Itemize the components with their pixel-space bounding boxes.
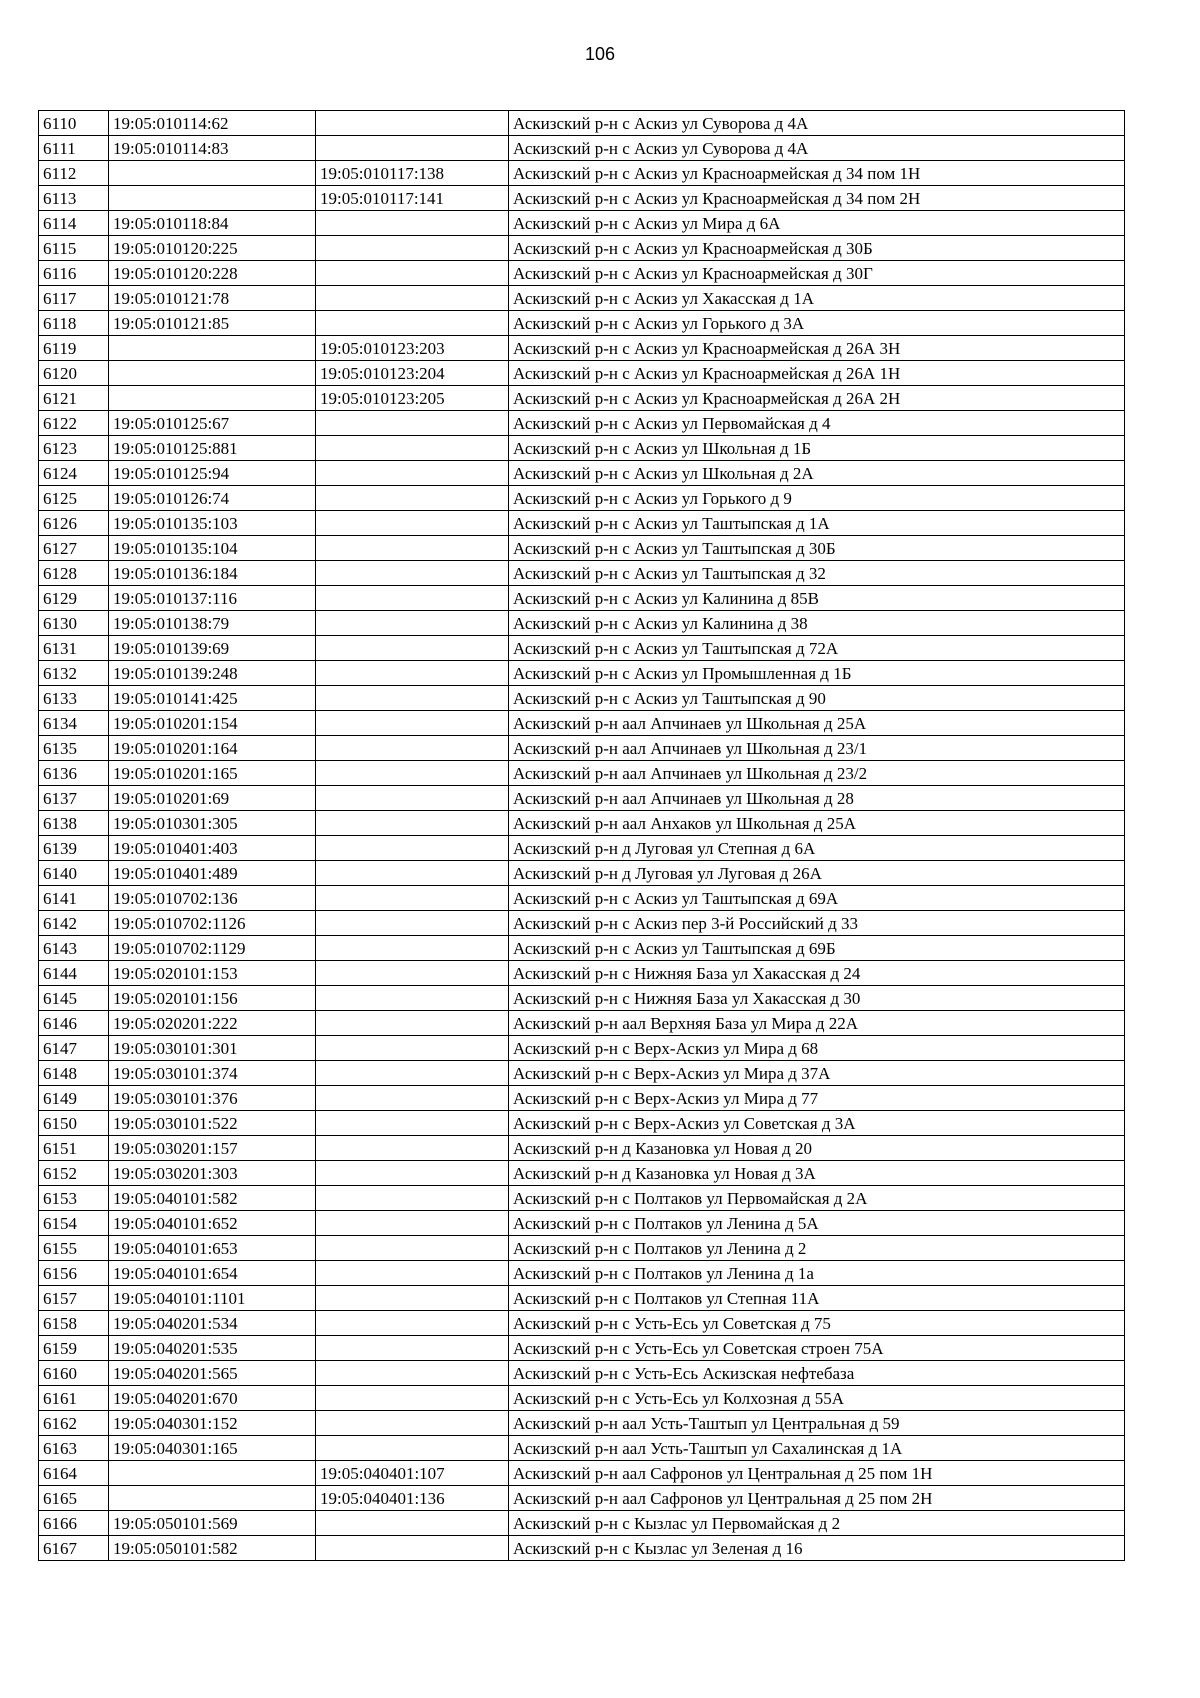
table-row — [39, 1011, 1125, 1036]
cadastral-number-cell: 19:05:010702:1126 — [109, 911, 316, 936]
premises-cadastral-number-cell: 19:05:010123:205 — [316, 386, 509, 411]
table-row — [39, 211, 1125, 236]
premises-cadastral-number-cell — [316, 1336, 509, 1361]
cadastral-number-cell: 19:05:030201:303 — [109, 1161, 316, 1186]
address-cell: Аскизский р-н д Казановка ул Новая д 3А — [509, 1161, 1125, 1186]
address-cell: Аскизский р-н аал Усть-Таштып ул Центральная д 59 — [509, 1411, 1125, 1436]
address-cell: Аскизский р-н с Аскиз ул Промышленная д 1Б — [509, 661, 1125, 686]
premises-cadastral-number-cell — [316, 411, 509, 436]
address-cell: Аскизский р-н с Кызлас ул Первомайская д 2 — [509, 1511, 1125, 1536]
table-row — [39, 1261, 1125, 1286]
address-cell: Аскизский р-н с Верх-Аскиз ул Мира д 68 — [509, 1036, 1125, 1061]
cadastral-number-cell: 19:05:010702:136 — [109, 886, 316, 911]
premises-cadastral-number-cell — [316, 1161, 509, 1186]
premises-cadastral-number-cell — [316, 861, 509, 886]
cadastral-number-cell — [109, 1461, 316, 1486]
table-row — [39, 411, 1125, 436]
row-number-cell: 6126 — [39, 511, 109, 536]
row-number-cell: 6151 — [39, 1136, 109, 1161]
premises-cadastral-number-cell — [316, 586, 509, 611]
address-cell: Аскизский р-н с Усть-Есь ул Колхозная д 55А — [509, 1386, 1125, 1411]
premises-cadastral-number-cell — [316, 961, 509, 986]
address-cell: Аскизский р-н аал Апчинаев ул Школьная д 23/1 — [509, 736, 1125, 761]
address-cell: Аскизский р-н аал Апчинаев ул Школьная д 23/2 — [509, 761, 1125, 786]
cadastral-number-cell: 19:05:030101:301 — [109, 1036, 316, 1061]
address-cell: Аскизский р-н аал Верхняя База ул Мира д 22А — [509, 1011, 1125, 1036]
address-cell: Аскизский р-н с Аскиз ул Красноармейская д 30Г — [509, 261, 1125, 286]
address-cell: Аскизский р-н д Луговая ул Степная д 6А — [509, 836, 1125, 861]
cadastral-number-cell: 19:05:010114:83 — [109, 136, 316, 161]
row-number-cell: 6114 — [39, 211, 109, 236]
premises-cadastral-number-cell: 19:05:010123:204 — [316, 361, 509, 386]
premises-cadastral-number-cell — [316, 911, 509, 936]
cadastral-number-cell: 19:05:010125:94 — [109, 461, 316, 486]
table-row — [39, 836, 1125, 861]
table-row — [39, 936, 1125, 961]
table-row — [39, 1386, 1125, 1411]
address-cell: Аскизский р-н с Аскиз ул Мира д 6А — [509, 211, 1125, 236]
table-row — [39, 861, 1125, 886]
premises-cadastral-number-cell — [316, 1236, 509, 1261]
address-cell: Аскизский р-н с Аскиз ул Красноармейская д 26А 1Н — [509, 361, 1125, 386]
premises-cadastral-number-cell — [316, 886, 509, 911]
cadastral-number-cell: 19:05:010201:154 — [109, 711, 316, 736]
table-row — [39, 186, 1125, 211]
address-cell: Аскизский р-н с Нижняя База ул Хакасская д 30 — [509, 986, 1125, 1011]
row-number-cell: 6136 — [39, 761, 109, 786]
table-row — [39, 486, 1125, 511]
address-cell: Аскизский р-н д Казановка ул Новая д 20 — [509, 1136, 1125, 1161]
premises-cadastral-number-cell — [316, 1011, 509, 1036]
address-cell: Аскизский р-н с Полтаков ул Ленина д 2 — [509, 1236, 1125, 1261]
table-row — [39, 986, 1125, 1011]
address-cell: Аскизский р-н с Кызлас ул Зеленая д 16 — [509, 1536, 1125, 1561]
row-number-cell: 6118 — [39, 311, 109, 336]
table-row — [39, 786, 1125, 811]
premises-cadastral-number-cell: 19:05:010117:138 — [316, 161, 509, 186]
table-row — [39, 511, 1125, 536]
premises-cadastral-number-cell — [316, 236, 509, 261]
premises-cadastral-number-cell — [316, 986, 509, 1011]
cadastral-number-cell: 19:05:030101:522 — [109, 1111, 316, 1136]
address-cell: Аскизский р-н с Верх-Аскиз ул Мира д 77 — [509, 1086, 1125, 1111]
premises-cadastral-number-cell — [316, 1036, 509, 1061]
row-number-cell: 6120 — [39, 361, 109, 386]
row-number-cell: 6161 — [39, 1386, 109, 1411]
premises-cadastral-number-cell — [316, 1186, 509, 1211]
address-cell: Аскизский р-н с Аскиз пер 3-й Российский д 33 — [509, 911, 1125, 936]
row-number-cell: 6129 — [39, 586, 109, 611]
premises-cadastral-number-cell — [316, 1261, 509, 1286]
row-number-cell: 6113 — [39, 186, 109, 211]
premises-cadastral-number-cell: 19:05:040401:107 — [316, 1461, 509, 1486]
premises-cadastral-number-cell — [316, 536, 509, 561]
premises-cadastral-number-cell — [316, 1286, 509, 1311]
row-number-cell: 6154 — [39, 1211, 109, 1236]
page-number: 106 — [584, 44, 616, 64]
table-row — [39, 361, 1125, 386]
cadastral-number-cell: 19:05:010201:165 — [109, 761, 316, 786]
cadastral-number-cell: 19:05:020101:153 — [109, 961, 316, 986]
table-row — [39, 1486, 1125, 1511]
address-cell: Аскизский р-н аал Усть-Таштып ул Сахалинская д 1А — [509, 1436, 1125, 1461]
row-number-cell: 6144 — [39, 961, 109, 986]
table-row — [39, 1336, 1125, 1361]
table-row — [39, 536, 1125, 561]
row-number-cell: 6139 — [39, 836, 109, 861]
row-number-cell: 6111 — [39, 136, 109, 161]
address-cell: Аскизский р-н с Аскиз ул Таштыпская д 72А — [509, 636, 1125, 661]
cadastral-number-cell: 19:05:040101:654 — [109, 1261, 316, 1286]
premises-cadastral-number-cell — [316, 511, 509, 536]
row-number-cell: 6147 — [39, 1036, 109, 1061]
table-row — [39, 1111, 1125, 1136]
row-number-cell: 6138 — [39, 811, 109, 836]
cadastral-number-cell: 19:05:010138:79 — [109, 611, 316, 636]
address-cell: Аскизский р-н с Аскиз ул Калинина д 85В — [509, 586, 1125, 611]
table-row — [39, 636, 1125, 661]
table-row — [39, 1161, 1125, 1186]
table-row — [39, 1536, 1125, 1561]
cadastral-number-cell — [109, 161, 316, 186]
row-number-cell: 6149 — [39, 1086, 109, 1111]
row-number-cell: 6127 — [39, 536, 109, 561]
row-number-cell: 6167 — [39, 1536, 109, 1561]
address-cell: Аскизский р-н аал Сафронов ул Центральная д 25 пом 1Н — [509, 1461, 1125, 1486]
address-cell: Аскизский р-н с Аскиз ул Хакасская д 1А — [509, 286, 1125, 311]
address-cell: Аскизский р-н аал Апчинаев ул Школьная д 28 — [509, 786, 1125, 811]
address-cell: Аскизский р-н с Аскиз ул Таштыпская д 30Б — [509, 536, 1125, 561]
cadastral-number-cell: 19:05:030201:157 — [109, 1136, 316, 1161]
row-number-cell: 6160 — [39, 1361, 109, 1386]
cadastral-number-cell: 19:05:040201:535 — [109, 1336, 316, 1361]
row-number-cell: 6125 — [39, 486, 109, 511]
cadastral-number-cell: 19:05:010120:228 — [109, 261, 316, 286]
table-row — [39, 686, 1125, 711]
table-row — [39, 611, 1125, 636]
table-row — [39, 1061, 1125, 1086]
premises-cadastral-number-cell — [316, 1086, 509, 1111]
premises-cadastral-number-cell — [316, 711, 509, 736]
cadastral-number-cell: 19:05:010137:116 — [109, 586, 316, 611]
premises-cadastral-number-cell: 19:05:040401:136 — [316, 1486, 509, 1511]
address-cell: Аскизский р-н с Аскиз ул Суворова д 4А — [509, 136, 1125, 161]
address-cell: Аскизский р-н с Нижняя База ул Хакасская д 24 — [509, 961, 1125, 986]
row-number-cell: 6122 — [39, 411, 109, 436]
cadastral-number-cell: 19:05:010141:425 — [109, 686, 316, 711]
premises-cadastral-number-cell — [316, 1061, 509, 1086]
premises-cadastral-number-cell — [316, 286, 509, 311]
premises-cadastral-number-cell — [316, 211, 509, 236]
cadastral-number-cell: 19:05:010401:403 — [109, 836, 316, 861]
cadastral-number-cell: 19:05:010139:69 — [109, 636, 316, 661]
row-number-cell: 6124 — [39, 461, 109, 486]
table-row — [39, 1186, 1125, 1211]
table-row — [39, 761, 1125, 786]
row-number-cell: 6165 — [39, 1486, 109, 1511]
table-row — [39, 386, 1125, 411]
cadastral-number-cell: 19:05:050101:569 — [109, 1511, 316, 1536]
cadastral-number-cell: 19:05:040101:1101 — [109, 1286, 316, 1311]
table-row — [39, 586, 1125, 611]
cadastral-number-cell: 19:05:010114:62 — [109, 111, 316, 136]
table-row — [39, 561, 1125, 586]
row-number-cell: 6158 — [39, 1311, 109, 1336]
table-row — [39, 811, 1125, 836]
premises-cadastral-number-cell — [316, 561, 509, 586]
row-number-cell: 6166 — [39, 1511, 109, 1536]
premises-cadastral-number-cell — [316, 311, 509, 336]
cadastral-number-cell: 19:05:010120:225 — [109, 236, 316, 261]
premises-cadastral-number-cell — [316, 1536, 509, 1561]
premises-cadastral-number-cell — [316, 111, 509, 136]
cadastral-number-cell: 19:05:020201:222 — [109, 1011, 316, 1036]
cadastral-number-cell: 19:05:010135:103 — [109, 511, 316, 536]
premises-cadastral-number-cell — [316, 1511, 509, 1536]
cadastral-number-cell: 19:05:040201:534 — [109, 1311, 316, 1336]
address-cell: Аскизский р-н с Усть-Есь ул Советская д 75 — [509, 1311, 1125, 1336]
address-cell: Аскизский р-н с Усть-Есь Аскизская нефтебаза — [509, 1361, 1125, 1386]
address-cell: Аскизский р-н с Аскиз ул Красноармейская д 34 пом 2Н — [509, 186, 1125, 211]
address-cell: Аскизский р-н с Аскиз ул Таштыпская д 69Б — [509, 936, 1125, 961]
cadastral-number-cell: 19:05:010136:184 — [109, 561, 316, 586]
cadastral-number-cell: 19:05:010401:489 — [109, 861, 316, 886]
table-row — [39, 1211, 1125, 1236]
address-cell: Аскизский р-н с Аскиз ул Горького д 3А — [509, 311, 1125, 336]
address-cell: Аскизский р-н с Аскиз ул Школьная д 1Б — [509, 436, 1125, 461]
address-cell: Аскизский р-н с Усть-Есь ул Советская строен 75А — [509, 1336, 1125, 1361]
address-cell: Аскизский р-н с Аскиз ул Первомайская д 4 — [509, 411, 1125, 436]
table-row — [39, 1036, 1125, 1061]
table-row — [39, 961, 1125, 986]
table-row — [39, 1086, 1125, 1111]
row-number-cell: 6123 — [39, 436, 109, 461]
table-row — [39, 1461, 1125, 1486]
cadastral-number-cell: 19:05:010125:67 — [109, 411, 316, 436]
address-cell: Аскизский р-н с Верх-Аскиз ул Советская д 3А — [509, 1111, 1125, 1136]
premises-cadastral-number-cell — [316, 1361, 509, 1386]
cadastral-number-cell: 19:05:040101:582 — [109, 1186, 316, 1211]
row-number-cell: 6150 — [39, 1111, 109, 1136]
address-cell: Аскизский р-н с Аскиз ул Красноармейская д 26А 2Н — [509, 386, 1125, 411]
row-number-cell: 6156 — [39, 1261, 109, 1286]
premises-cadastral-number-cell — [316, 1411, 509, 1436]
row-number-cell: 6130 — [39, 611, 109, 636]
premises-cadastral-number-cell — [316, 1386, 509, 1411]
row-number-cell: 6134 — [39, 711, 109, 736]
row-number-cell: 6115 — [39, 236, 109, 261]
table-row — [39, 1511, 1125, 1536]
premises-cadastral-number-cell — [316, 786, 509, 811]
row-number-cell: 6117 — [39, 286, 109, 311]
premises-cadastral-number-cell — [316, 611, 509, 636]
row-number-cell: 6132 — [39, 661, 109, 686]
row-number-cell: 6153 — [39, 1186, 109, 1211]
cadastral-number-cell: 19:05:010201:164 — [109, 736, 316, 761]
cadastral-number-cell: 19:05:010702:1129 — [109, 936, 316, 961]
address-cell: Аскизский р-н с Полтаков ул Первомайская д 2А — [509, 1186, 1125, 1211]
address-cell: Аскизский р-н с Аскиз ул Горького д 9 — [509, 486, 1125, 511]
cadastral-number-cell: 19:05:010201:69 — [109, 786, 316, 811]
cadastral-number-cell — [109, 361, 316, 386]
cadastral-number-cell: 19:05:030101:374 — [109, 1061, 316, 1086]
cadastral-number-cell: 19:05:040101:652 — [109, 1211, 316, 1236]
address-cell: Аскизский р-н д Луговая ул Луговая д 26А — [509, 861, 1125, 886]
address-cell: Аскизский р-н с Аскиз ул Красноармейская д 30Б — [509, 236, 1125, 261]
address-cell: Аскизский р-н аал Анхаков ул Школьная д 25А — [509, 811, 1125, 836]
cadastral-number-cell: 19:05:010121:78 — [109, 286, 316, 311]
table-row — [39, 111, 1125, 136]
table-row — [39, 311, 1125, 336]
address-cell: Аскизский р-н с Полтаков ул Ленина д 1а — [509, 1261, 1125, 1286]
row-number-cell: 6110 — [39, 111, 109, 136]
cadastral-number-cell: 19:05:010139:248 — [109, 661, 316, 686]
premises-cadastral-number-cell — [316, 1111, 509, 1136]
address-cell: Аскизский р-н с Аскиз ул Красноармейская д 26А 3Н — [509, 336, 1125, 361]
table-row — [39, 336, 1125, 361]
row-number-cell: 6142 — [39, 911, 109, 936]
cadastral-number-cell: 19:05:030101:376 — [109, 1086, 316, 1111]
address-cell: Аскизский р-н с Аскиз ул Красноармейская д 34 пом 1Н — [509, 161, 1125, 186]
premises-cadastral-number-cell — [316, 1311, 509, 1336]
premises-cadastral-number-cell — [316, 836, 509, 861]
address-cell: Аскизский р-н с Полтаков ул Ленина д 5А — [509, 1211, 1125, 1236]
premises-cadastral-number-cell — [316, 636, 509, 661]
row-number-cell: 6148 — [39, 1061, 109, 1086]
table-row — [39, 136, 1125, 161]
row-number-cell: 6133 — [39, 686, 109, 711]
premises-cadastral-number-cell — [316, 761, 509, 786]
property-registry-table — [38, 110, 1125, 1561]
table-row — [39, 461, 1125, 486]
address-cell: Аскизский р-н с Аскиз ул Таштыпская д 32 — [509, 561, 1125, 586]
table-row — [39, 436, 1125, 461]
row-number-cell: 6140 — [39, 861, 109, 886]
registry-table-body — [39, 111, 1125, 1561]
table-row — [39, 886, 1125, 911]
address-cell: Аскизский р-н аал Сафронов ул Центральная д 25 пом 2Н — [509, 1486, 1125, 1511]
address-cell: Аскизский р-н с Аскиз ул Суворова д 4А — [509, 111, 1125, 136]
address-cell: Аскизский р-н с Аскиз ул Калинина д 38 — [509, 611, 1125, 636]
row-number-cell: 6141 — [39, 886, 109, 911]
cadastral-number-cell: 19:05:040301:152 — [109, 1411, 316, 1436]
row-number-cell: 6135 — [39, 736, 109, 761]
cadastral-number-cell: 19:05:040201:670 — [109, 1386, 316, 1411]
row-number-cell: 6163 — [39, 1436, 109, 1461]
table-row — [39, 1411, 1125, 1436]
cadastral-number-cell: 19:05:010126:74 — [109, 486, 316, 511]
table-row — [39, 1311, 1125, 1336]
table-row — [39, 711, 1125, 736]
row-number-cell: 6121 — [39, 386, 109, 411]
row-number-cell: 6137 — [39, 786, 109, 811]
premises-cadastral-number-cell — [316, 261, 509, 286]
cadastral-number-cell: 19:05:010125:881 — [109, 436, 316, 461]
address-cell: Аскизский р-н с Полтаков ул Степная 11А — [509, 1286, 1125, 1311]
address-cell: Аскизский р-н аал Апчинаев ул Школьная д 25А — [509, 711, 1125, 736]
cadastral-number-cell: 19:05:050101:582 — [109, 1536, 316, 1561]
address-cell: Аскизский р-н с Аскиз ул Школьная д 2А — [509, 461, 1125, 486]
table-row — [39, 161, 1125, 186]
row-number-cell: 6116 — [39, 261, 109, 286]
premises-cadastral-number-cell — [316, 686, 509, 711]
row-number-cell: 6112 — [39, 161, 109, 186]
cadastral-number-cell: 19:05:040301:165 — [109, 1436, 316, 1461]
row-number-cell: 6157 — [39, 1286, 109, 1311]
premises-cadastral-number-cell: 19:05:010117:141 — [316, 186, 509, 211]
table-row — [39, 1361, 1125, 1386]
premises-cadastral-number-cell — [316, 136, 509, 161]
row-number-cell: 6159 — [39, 1336, 109, 1361]
cadastral-number-cell — [109, 386, 316, 411]
row-number-cell: 6164 — [39, 1461, 109, 1486]
premises-cadastral-number-cell — [316, 1211, 509, 1236]
table-row — [39, 286, 1125, 311]
row-number-cell: 6155 — [39, 1236, 109, 1261]
address-cell: Аскизский р-н с Аскиз ул Таштыпская д 1А — [509, 511, 1125, 536]
cadastral-number-cell: 19:05:010121:85 — [109, 311, 316, 336]
table-row — [39, 1136, 1125, 1161]
cadastral-number-cell — [109, 336, 316, 361]
premises-cadastral-number-cell — [316, 811, 509, 836]
premises-cadastral-number-cell — [316, 1436, 509, 1461]
address-cell: Аскизский р-н с Аскиз ул Таштыпская д 90 — [509, 686, 1125, 711]
premises-cadastral-number-cell: 19:05:010123:203 — [316, 336, 509, 361]
cadastral-number-cell: 19:05:010301:305 — [109, 811, 316, 836]
row-number-cell: 6145 — [39, 986, 109, 1011]
row-number-cell: 6131 — [39, 636, 109, 661]
table-row — [39, 911, 1125, 936]
row-number-cell: 6128 — [39, 561, 109, 586]
row-number-cell: 6162 — [39, 1411, 109, 1436]
cadastral-number-cell — [109, 186, 316, 211]
table-row — [39, 1286, 1125, 1311]
row-number-cell: 6146 — [39, 1011, 109, 1036]
premises-cadastral-number-cell — [316, 1136, 509, 1161]
cadastral-number-cell: 19:05:010135:104 — [109, 536, 316, 561]
row-number-cell: 6152 — [39, 1161, 109, 1186]
row-number-cell: 6119 — [39, 336, 109, 361]
cadastral-number-cell: 19:05:020101:156 — [109, 986, 316, 1011]
premises-cadastral-number-cell — [316, 461, 509, 486]
premises-cadastral-number-cell — [316, 486, 509, 511]
premises-cadastral-number-cell — [316, 736, 509, 761]
table-row — [39, 1436, 1125, 1461]
cadastral-number-cell: 19:05:040101:653 — [109, 1236, 316, 1261]
table-row — [39, 1236, 1125, 1261]
table-row — [39, 736, 1125, 761]
cadastral-number-cell: 19:05:010118:84 — [109, 211, 316, 236]
table-row — [39, 261, 1125, 286]
table-row — [39, 661, 1125, 686]
premises-cadastral-number-cell — [316, 661, 509, 686]
table-row — [39, 236, 1125, 261]
address-cell: Аскизский р-н с Аскиз ул Таштыпская д 69А — [509, 886, 1125, 911]
address-cell: Аскизский р-н с Верх-Аскиз ул Мира д 37А — [509, 1061, 1125, 1086]
cadastral-number-cell: 19:05:040201:565 — [109, 1361, 316, 1386]
premises-cadastral-number-cell — [316, 436, 509, 461]
premises-cadastral-number-cell — [316, 936, 509, 961]
row-number-cell: 6143 — [39, 936, 109, 961]
cadastral-number-cell — [109, 1486, 316, 1511]
